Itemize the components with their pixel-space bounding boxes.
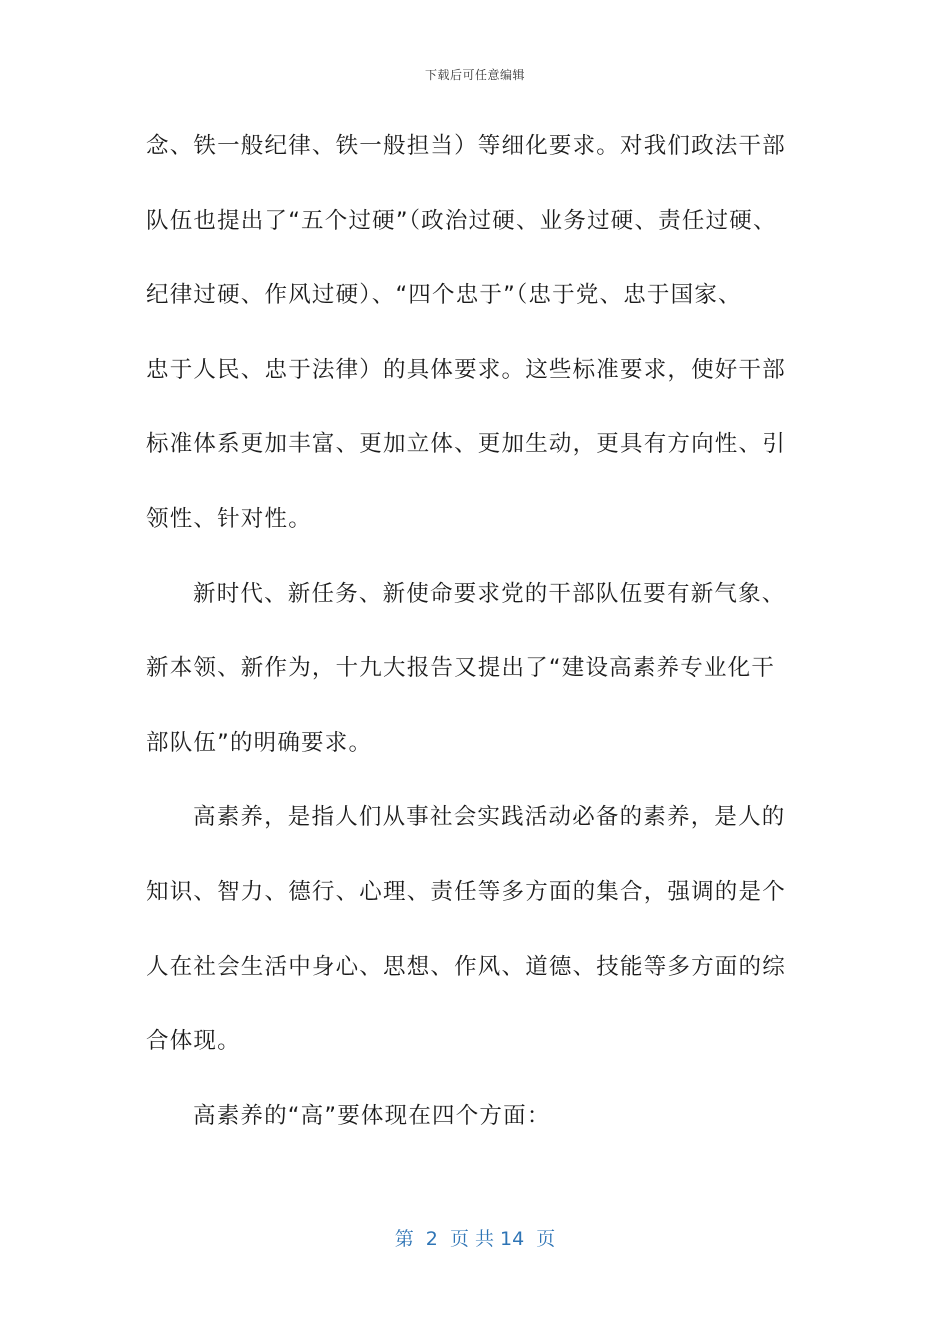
page-header: 下载后可任意编辑 (424, 68, 525, 82)
paragraph-start-line: 高素养的“高”要体现在四个方面： (193, 1102, 551, 1129)
page-number-footer: 第 2 页 共 14 页 (394, 1228, 556, 1250)
paragraph-start-line: 高素养，是指人们从事社会实践活动必备的素养，是人的 (193, 804, 786, 831)
text-line: 领性、针对性。 (146, 505, 312, 532)
text-line: 合体现。 (146, 1028, 241, 1055)
text-line: 忠于人民、忠于法律）的具体要求。这些标准要求，使好干部 (146, 356, 786, 383)
text-line: 纪律过硬、作风过硬）、“四个忠于”（忠于党、忠于国家、 (146, 282, 742, 309)
paragraph-start-line: 新时代、新任务、新使命要求党的干部队伍要有新气象、 (193, 580, 786, 607)
text-line: 新本领、新作为，十九大报告又提出了“建设高素养专业化干 (146, 655, 776, 682)
text-line: 知识、智力、德行、心理、责任等多方面的集合，强调的是个 (146, 878, 786, 905)
text-line: 念、铁一般纪律、铁一般担当）等细化要求。对我们政法干部 (146, 133, 786, 159)
text-line: 队伍也提出了“五个过硬”（政治过硬、业务过硬、责任过硬、 (146, 207, 777, 234)
document-body (146, 123, 814, 1167)
text-line: 标准体系更加丰富、更加立体、更加生动，更具有方向性、引 (146, 431, 786, 458)
text-line: 人在社会生活中身心、思想、作风、道德、技能等多方面的综 (146, 953, 786, 980)
text-line: 部队伍”的明确要求。 (146, 729, 373, 756)
